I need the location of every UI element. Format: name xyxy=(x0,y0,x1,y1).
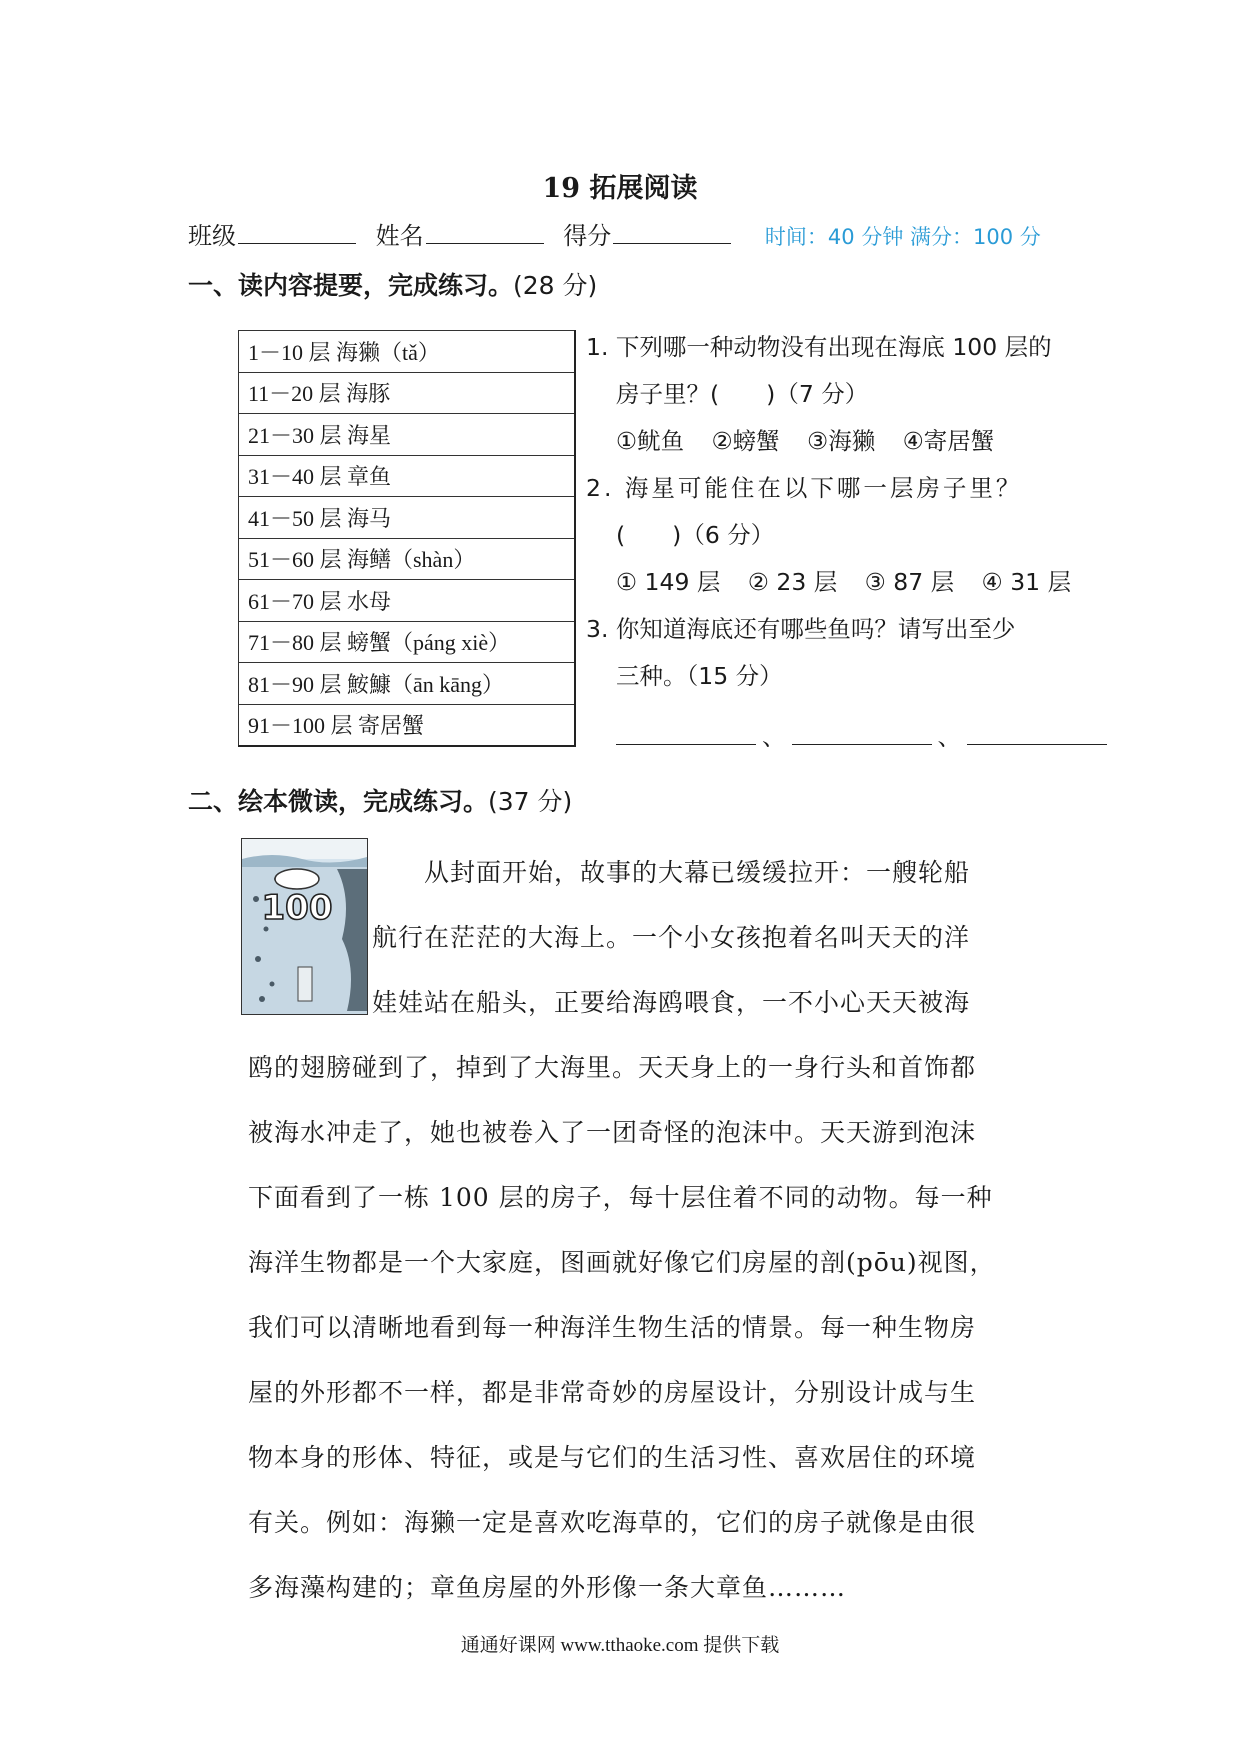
table-row xyxy=(239,538,576,580)
option[interactable]: ④ 31 层 xyxy=(981,568,1072,596)
separator: 、 xyxy=(762,723,786,751)
question-3-answers xyxy=(586,714,1126,761)
table-cell: 51－60 层 海鳝（shàn） xyxy=(239,538,576,580)
question-2-line2: ( )（6 分） xyxy=(616,521,775,549)
name-blank[interactable] xyxy=(426,221,544,244)
table-row xyxy=(239,414,576,456)
question-1-options xyxy=(586,418,1126,465)
class-label: 班级 xyxy=(188,222,236,250)
table-row xyxy=(239,455,576,497)
passage-line: 多海藻构建的；章鱼房屋的外形像一条大章鱼……… xyxy=(248,1573,847,1602)
section2-score: (37 分) xyxy=(488,787,573,816)
separator: 、 xyxy=(937,723,961,751)
passage-line: 航行在茫茫的大海上。一个小女孩抱着名叫天天的洋 xyxy=(372,923,971,952)
footer: 通通好课网 www.tthaoke.com 提供下载 xyxy=(460,1635,780,1656)
passage-line: 从封面开始，故事的大幕已缓缓拉开：一艘轮船 xyxy=(372,858,971,887)
student-info-row xyxy=(188,216,1041,251)
table-row xyxy=(239,663,576,705)
passage-line: 鸥的翅膀碰到了，掉到了大海里。天天身上的一身行头和首饰都 xyxy=(248,1053,977,1082)
table-cell: 21－30 层 海星 xyxy=(239,414,576,456)
table-cell: 61－70 层 水母 xyxy=(239,580,576,622)
option[interactable]: ② 23 层 xyxy=(747,568,838,596)
table-row xyxy=(239,704,576,746)
option[interactable]: ③ 87 层 xyxy=(864,568,955,596)
question-2-line1: 2. 海星可能住在以下哪一层房子里？ xyxy=(586,474,1023,502)
answer-blank-3[interactable] xyxy=(967,724,1107,745)
section1-title: 一、读内容提要，完成练习。 xyxy=(188,271,514,300)
passage-line: 有关。例如：海獭一定是喜欢吃海草的，它们的房子就像是由很 xyxy=(248,1508,977,1537)
section1-heading xyxy=(188,266,597,302)
question-1-line2: 房子里？( )（7 分） xyxy=(616,380,869,408)
question-1-line1: 1. 下列哪一种动物没有出现在海底 100 层的 xyxy=(586,333,1052,361)
passage-line: 下面看到了一栋 100 层的房子，每十层住着不同的动物。每一种 xyxy=(248,1183,993,1212)
class-blank[interactable] xyxy=(238,221,356,244)
answer-blank-2[interactable] xyxy=(792,724,932,745)
question-3-line1: 3. 你知道海底还有哪些鱼吗？请写出至少 xyxy=(586,615,1016,643)
table-cell: 1－10 层 海獭（tǎ） xyxy=(239,331,576,373)
passage xyxy=(248,840,1053,1620)
option[interactable]: ③海獭 xyxy=(807,427,876,455)
score-blank[interactable] xyxy=(613,221,731,244)
question-3-line2: 三种。（15 分） xyxy=(616,662,783,690)
passage-line: 被海水冲走了，她也被卷入了一团奇怪的泡沫中。天天游到泡沫 xyxy=(248,1118,977,1147)
section1-score: (28 分) xyxy=(513,271,598,300)
name-label: 姓名 xyxy=(375,222,424,250)
passage-line: 娃娃站在船头，正要给海鸥喂食，一不小心天天被海 xyxy=(372,988,971,1017)
table-cell: 31－40 层 章鱼 xyxy=(239,455,576,497)
exam-meta: 时间：40 分钟 满分：100 分 xyxy=(764,225,1041,249)
table-cell: 41－50 层 海马 xyxy=(239,497,576,539)
passage-line: 物本身的形体、特征，或是与它们的生活习性、喜欢居住的环境 xyxy=(248,1443,977,1472)
table-row xyxy=(239,331,576,373)
table-row xyxy=(239,621,576,663)
question-2-options xyxy=(586,559,1126,606)
table-cell: 91－100 层 寄居蟹 xyxy=(239,704,576,746)
score-label: 得分 xyxy=(563,222,612,250)
table-row xyxy=(239,580,576,622)
table-row xyxy=(239,497,576,539)
option[interactable]: ④寄居蟹 xyxy=(902,427,995,455)
table-cell: 11－20 层 海豚 xyxy=(239,372,576,414)
passage-line: 海洋生物都是一个大家庭，图画就好像它们房屋的剖(pōu)视图， xyxy=(248,1248,996,1277)
table-cell: 71－80 层 螃蟹（páng xiè） xyxy=(239,621,576,663)
option[interactable]: ②螃蟹 xyxy=(711,427,780,455)
cover-title-number: 100 xyxy=(261,888,333,928)
questions-block xyxy=(586,324,1126,761)
passage-line: 屋的外形都不一样，都是非常奇妙的房屋设计，分别设计成与生 xyxy=(248,1378,977,1407)
option[interactable]: ①鱿鱼 xyxy=(616,427,685,455)
section2-title: 二、绘本微读，完成练习。 xyxy=(188,787,489,816)
passage-line: 我们可以清晰地看到每一种海洋生物生活的情景。每一种生物房 xyxy=(248,1313,977,1342)
table-row xyxy=(239,372,576,414)
table-cell: 81－90 层 鮟鱇（ān kāng） xyxy=(239,663,576,705)
floor-table xyxy=(238,330,576,747)
option[interactable]: ① 149 层 xyxy=(616,568,721,596)
page-title: 19 拓展阅读 xyxy=(542,173,698,204)
answer-blank-1[interactable] xyxy=(616,724,756,745)
section2-heading xyxy=(188,782,572,818)
